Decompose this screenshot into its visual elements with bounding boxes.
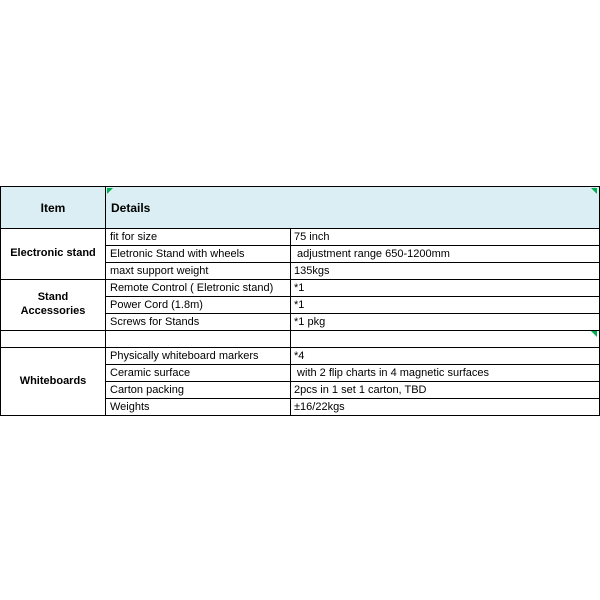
- group-cell-electronic-stand: Electronic stand: [1, 229, 106, 280]
- spec-label-cell: Ceramic surface: [106, 365, 291, 382]
- group-cell-whiteboards: Whiteboards: [1, 348, 106, 416]
- spacer-group-cell: [1, 331, 106, 348]
- table-row: [1, 229, 600, 246]
- spec-value-cell: *4: [291, 348, 600, 365]
- spec-value-cell: *1: [291, 280, 600, 297]
- spacer-value-cell: [291, 331, 600, 348]
- green-flag-icon: [591, 188, 597, 194]
- spec-value-cell: 135kgs: [291, 263, 600, 280]
- header-cell-details: Details: [106, 187, 600, 229]
- spec-label-cell: Weights: [106, 399, 291, 416]
- spec-label-cell: Physically whiteboard markers: [106, 348, 291, 365]
- spec-label-cell: Remote Control ( Eletronic stand): [106, 280, 291, 297]
- spec-value-cell: 2pcs in 1 set 1 carton, TBD: [291, 382, 600, 399]
- spec-sheet: [0, 186, 599, 416]
- green-flag-icon: [107, 188, 113, 194]
- spec-value-cell: ±16/22kgs: [291, 399, 600, 416]
- table-row: [1, 280, 600, 297]
- spec-value-cell: 75 inch: [291, 229, 600, 246]
- group-cell-stand-accessories: Stand Accessories: [1, 280, 106, 331]
- spec-value-cell: *1: [291, 297, 600, 314]
- spec-label-cell: Power Cord (1.8m): [106, 297, 291, 314]
- table-header-row: [1, 187, 600, 229]
- spec-value-cell: *1 pkg: [291, 314, 600, 331]
- spec-label-cell: fit for size: [106, 229, 291, 246]
- spec-value-cell: with 2 flip charts in 4 magnetic surfaces: [291, 365, 600, 382]
- spec-label-cell: maxt support weight: [106, 263, 291, 280]
- header-cell-item: Item: [1, 187, 106, 229]
- green-flag-icon: [591, 331, 597, 337]
- spec-label-cell: Screws for Stands: [106, 314, 291, 331]
- table-row: [1, 348, 600, 365]
- spec-value-cell: adjustment range 650-1200mm: [291, 246, 600, 263]
- spec-label-cell: Eletronic Stand with wheels: [106, 246, 291, 263]
- spec-label-cell: Carton packing: [106, 382, 291, 399]
- spacer-label-cell: [106, 331, 291, 348]
- spacer-row: [1, 331, 600, 348]
- spec-table: [0, 186, 600, 416]
